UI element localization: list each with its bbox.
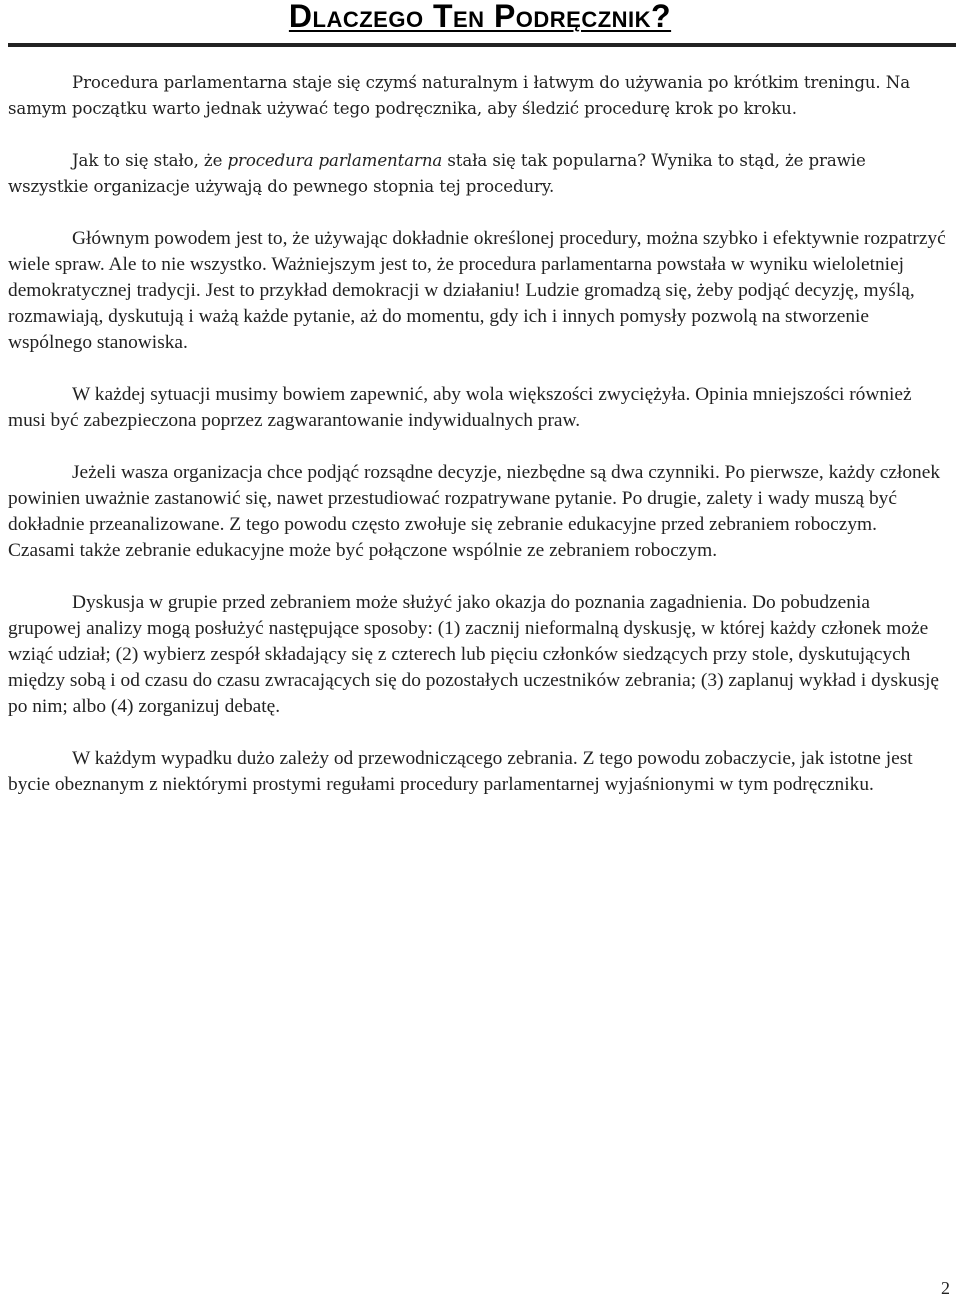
paragraph-majority-minority: W każdej sytuacji musimy bowiem zapewnić, aby wola większości zwyciężyła. Opinia mniejszości również musi być zabezpieczona poprzez zagwarantowanie indywidualnych praw. — [8, 384, 912, 431]
page-number: 2 — [941, 1278, 950, 1298]
page-title — [0, 0, 960, 32]
title-rule — [8, 43, 956, 47]
paragraph-main-reason: Głównym powodem jest to, że używając dokładnie określonej procedury, można szybko i efektywnie rozpatrzyć wiele spraw. Ale to nie wszystko. Ważniejszym jest to, że procedura parlamentarna powstała w wyniku wieloletniej demokratycznej tradycji. Jest to przykład demokracji w działaniu! Ludzie gromadzą się, żeby podjąć decyzję, myślą, rozmawiają, dyskutują i ważą każde pytanie, aż do momentu, gdy ich i innych pomysły pozwolą na stworzenie wspólnego stanowiska. — [8, 228, 946, 353]
paragraph-popularity-italic-term: procedura parlamentarna — [227, 151, 443, 170]
paragraph-decision-factors: Jeżeli wasza organizacja chce podjąć rozsądne decyzje, niezbędne są dwa czynniki. Po pierwsze, każdy członek powinien uważnie zastanowić się, nawet przestudiować rozpatrywane pytanie. Po drugie, zalety i wady muszą być dokładnie przeanalizowane. Z tego powodu często zwołuje się zebranie edukacyjne przed zebraniem roboczym. Czasami także zebranie edukacyjne może być połączone wspólnie ze zebraniem roboczym. — [8, 462, 941, 561]
paragraph-popularity — [8, 148, 948, 200]
paragraph-popularity-start: Jak to się stało, że — [72, 151, 228, 170]
document-body — [8, 70, 948, 824]
page-title-text: Dlaczego Ten Podręcznik? — [288, 0, 672, 34]
paragraph-group-discussion: Dyskusja w grupie przed zebraniem może służyć jako okazja do poznania zagadnienia. Do pobudzenia grupowej analizy mogą posłużyć następujące sposoby: (1) zacznij nieformalną dyskusję, w której każdy członek może wziąć udział; (2) wybierz zespół składający się z czterech lub pięciu członków siedzących przy stole, dyskutujących między sobą i od czasu do czasu zwracających się do pozostałych uczestników zebrania; (3) zaplanuj wykład i dyskusję po nim; albo (4) zorganizuj debatę. — [8, 592, 939, 717]
paragraph-chairperson: W każdym wypadku dużo zależy od przewodniczącego zebrania. Z tego powodu zobaczycie, jak istotne jest bycie obeznanym z niektórymi prostymi regułami procedury parlamentarnej wyjaśnionymi w tym podręczniku. — [8, 748, 913, 795]
paragraph-popularity-end: stała się tak popularna? Wynika to stąd, że prawie wszystkie organizacje używają do pewnego stopnia tej procedury. — [8, 151, 866, 196]
paragraph-intro: Procedura parlamentarna staje się czymś naturalnym i łatwym do używania po krótkim treningu. Na samym początku warto jednak używać tego podręcznika, aby śledzić procedurę krok po kroku. — [8, 73, 910, 118]
